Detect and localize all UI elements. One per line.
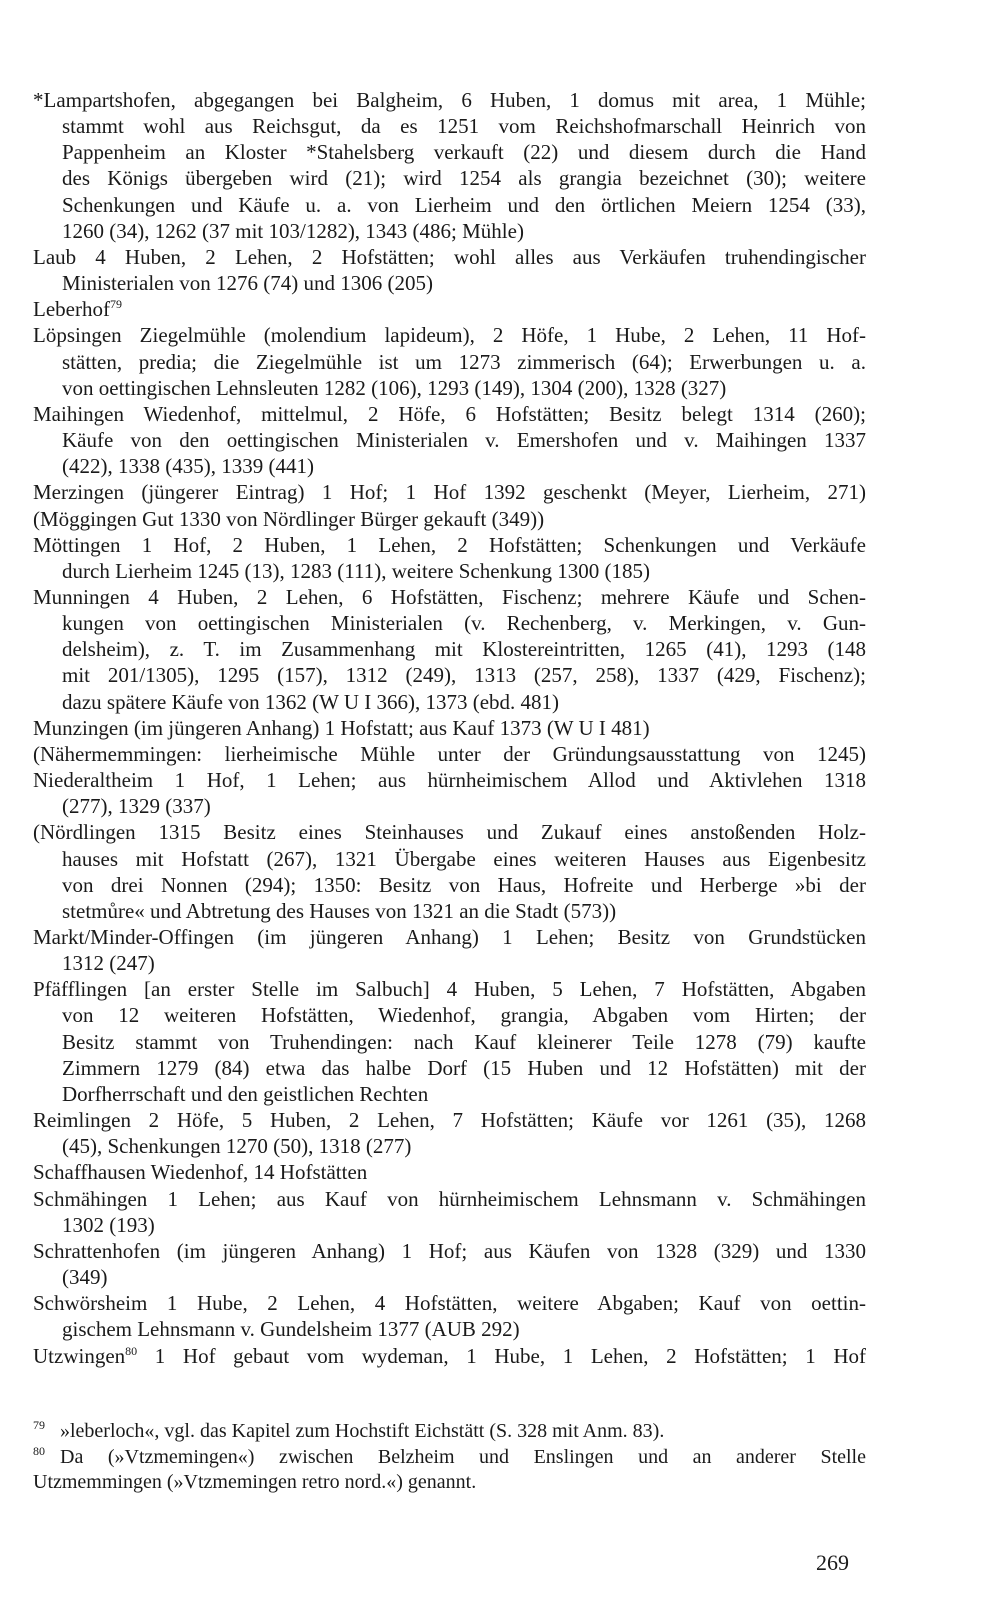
footnote-80 bbox=[33, 1445, 866, 1496]
entry-munzingen bbox=[33, 715, 866, 741]
entry-continuation-line: von oettingischen Lehnsleuten 1282 (106), 1293 (149), 1304 (200), 1328 (327) bbox=[62, 375, 727, 400]
entry-laub bbox=[33, 244, 866, 296]
entry-continuation-line: durch Lierheim 1245 (13), 1283 (111), weitere Schenkung 1300 (185) bbox=[62, 558, 651, 583]
entry-first-line: Schrattenhofen (im jüngeren Anhang) 1 Hof; aus Käufen von 1328 (329) und 1330 bbox=[33, 1238, 866, 1263]
entry-schrattenhofen bbox=[33, 1238, 866, 1290]
footnote-reference: 80 bbox=[125, 1343, 138, 1358]
entry-continuation-line: (349) bbox=[62, 1265, 108, 1290]
footnote-line: 79 »leberloch«, vgl. das Kapitel zum Hochstift Eichstätt (S. 328 mit Anm. 83). bbox=[33, 1418, 665, 1442]
entry-markt-minder-offingen bbox=[33, 924, 866, 976]
entry-continuation-line: Dorfherrschaft und den geistlichen Rechten bbox=[62, 1081, 429, 1106]
entry-continuation-line: Pappenheim an Kloster *Stahelsberg verkauft (22) und diesem durch die Hand bbox=[62, 140, 866, 165]
entry-naehermemmingen bbox=[33, 741, 866, 767]
entry-first-line: Schaffhausen Wiedenhof, 14 Hofstätten bbox=[33, 1160, 368, 1185]
entry-first-line: Maihingen Wiedenhof, mittelmul, 2 Höfe, 6 Hofstätten; Besitz belegt 1314 (260); bbox=[33, 401, 866, 426]
entry-reimlingen bbox=[33, 1107, 866, 1159]
entry-continuation-line: hauses mit Hofstatt (267), 1321 Übergabe eines weiteren Hauses aus Eigenbesitz bbox=[62, 846, 866, 871]
entry-first-line: Möttingen 1 Hof, 2 Huben, 1 Lehen, 2 Hofstätten; Schenkungen und Verkäufe bbox=[33, 532, 866, 557]
footnote-reference: 79 bbox=[109, 297, 122, 312]
entry-moettingen bbox=[33, 532, 866, 584]
entry-continuation-line: von drei Nonnen (294); 1350: Besitz von Haus, Hofreite und Herberge »bi der bbox=[62, 872, 866, 897]
entry-continuation-line: kungen von oettingischen Ministerialen (v. Rechenberg, v. Merkingen, v. Gun- bbox=[62, 611, 866, 636]
footnote-line: Utzmemmingen (»Vtzmemingen retro nord.«) genannt. bbox=[33, 1471, 477, 1493]
entry-continuation-line: stätten, predia; die Ziegelmühle ist um 1273 zimmerisch (64); Erwerbungen u. a. bbox=[62, 349, 866, 374]
page-number: 269 bbox=[816, 1550, 849, 1575]
entry-first-line bbox=[33, 1343, 866, 1369]
entry-first-line: Löpsingen Ziegelmühle (molendium lapideum), 2 Höfe, 1 Hube, 2 Lehen, 11 Hof- bbox=[33, 323, 866, 348]
entry-first-line: (Nördlingen 1315 Besitz eines Steinhauses und Zukauf eines anstoßenden Holz- bbox=[33, 820, 866, 845]
entry-continuation-line: Schenkungen und Käufe u. a. von Lierheim und den örtlichen Meiern 1254 (33), bbox=[62, 192, 866, 217]
footnotes bbox=[33, 1419, 866, 1496]
entry-continuation-line: dazu spätere Käufe von 1362 (W U I 366), 1373 (ebd. 481) bbox=[62, 689, 560, 714]
entry-first-line: Merzingen (jüngerer Eintrag) 1 Hof; 1 Hof 1392 geschenkt (Meyer, Lierheim, 271) bbox=[33, 480, 866, 505]
entry-text: 1 Hof gebaut vom wydeman, 1 Hube, 1 Lehen, 2 Hofstätten; 1 Hof bbox=[154, 1343, 866, 1368]
footnote-line: 80 Da (»Vtzmemingen«) zwischen Belzheim und Enslingen und an anderer Stelle bbox=[33, 1443, 866, 1468]
footnote-text: »leberloch«, vgl. das Kapitel zum Hochstift Eichstätt (S. 328 mit Anm. 83). bbox=[60, 1420, 665, 1442]
entry-first-line: *Lampartshofen, abgegangen bei Balgheim, 6 Huben, 1 domus mit area, 1 Mühle; bbox=[33, 88, 866, 112]
entry-continuation-line: stammt wohl aus Reichsgut, da es 1251 vom Reichshofmarschall Heinrich von bbox=[62, 114, 866, 139]
entry-continuation-line: (422), 1338 (435), 1339 (441) bbox=[62, 454, 314, 479]
footnote-79 bbox=[33, 1419, 866, 1445]
entry-continuation-line: von 12 weiteren Hofstätten, Wiedenhof, grangia, Abgaben vom Hirten; der bbox=[62, 1003, 866, 1028]
entry-continuation-line: delsheim), z. T. im Zusammenhang mit Klostereintritten, 1265 (41), 1293 (148 bbox=[62, 637, 866, 662]
entry-leberhof bbox=[33, 296, 866, 322]
entry-loepsingen bbox=[33, 322, 866, 400]
entry-munningen bbox=[33, 584, 866, 715]
entry-first-line: Munningen 4 Huben, 2 Lehen, 6 Hofstätten, Fischenz; mehrere Käufe und Schen- bbox=[33, 584, 866, 609]
main-text bbox=[33, 87, 866, 1369]
entry-continuation-line: 1302 (193) bbox=[62, 1212, 155, 1237]
entry-continuation-line: des Königs übergeben wird (21); wird 1254 als grangia bezeichnet (30); weitere bbox=[62, 166, 866, 191]
entry-noerdlingen bbox=[33, 819, 866, 924]
entry-first-line: Reimlingen 2 Höfe, 5 Huben, 2 Lehen, 7 Hofstätten; Käufe vor 1261 (35), 1268 bbox=[33, 1108, 866, 1133]
entry-first-line: Pfäfflingen [an erster Stelle im Salbuch] 4 Huben, 5 Lehen, 7 Hofstätten, Abgaben bbox=[33, 977, 866, 1002]
entry-schaffhausen bbox=[33, 1159, 866, 1185]
entry-continuation-line: Zimmern 1279 (84) etwa das halbe Dorf (15 Huben und 12 Hofstätten) mit der bbox=[62, 1055, 866, 1080]
entry-headword: Utzwingen bbox=[33, 1343, 126, 1368]
entry-first-line: Schwörsheim 1 Hube, 2 Lehen, 4 Hofstätten, weitere Abgaben; Kauf von oettin- bbox=[33, 1291, 866, 1316]
entry-first-line: Schmähingen 1 Lehen; aus Kauf von hürnheimischem Lehnsmann v. Schmähingen bbox=[33, 1186, 866, 1211]
entry-continuation-line: 1312 (247) bbox=[62, 951, 155, 976]
entry-continuation-line: (277), 1329 (337) bbox=[62, 794, 211, 819]
entry-pfaefflingen bbox=[33, 976, 866, 1107]
entry-first-line: (Möggingen Gut 1330 von Nördlinger Bürger gekauft (349)) bbox=[33, 506, 545, 531]
entry-moeggingen bbox=[33, 506, 866, 532]
entry-continuation-line: Ministerialen von 1276 (74) und 1306 (205) bbox=[62, 271, 433, 296]
entry-schmaehingen bbox=[33, 1186, 866, 1238]
entry-continuation-line: Besitz stammt von Truhendingen: nach Kauf kleinerer Teile 1278 (79) kaufte bbox=[62, 1029, 866, 1054]
entry-first-line: Laub 4 Huben, 2 Lehen, 2 Hofstätten; wohl alles aus Verkäufen truhendingischer bbox=[33, 244, 866, 269]
entry-merzingen bbox=[33, 479, 866, 505]
entry-continuation-line: stetmůre« und Abtretung des Hauses von 1321 an die Stadt (573)) bbox=[62, 898, 617, 923]
entry-continuation-line: gischem Lehnsmann v. Gundelsheim 1377 (AUB 292) bbox=[62, 1317, 520, 1342]
entry-continuation-line: 1260 (34), 1262 (37 mit 103/1282), 1343 (486; Mühle) bbox=[62, 218, 524, 243]
entry-continuation-line: mit 201/1305), 1295 (157), 1312 (249), 1313 (257, 258), 1337 (429, Fischenz); bbox=[62, 663, 866, 688]
entry-first-line bbox=[33, 296, 866, 322]
entry-schwoersheim bbox=[33, 1290, 866, 1342]
entry-first-line: Munzingen (im jüngeren Anhang) 1 Hofstatt; aus Kauf 1373 (W U I 481) bbox=[33, 715, 650, 740]
entry-niederaltheim bbox=[33, 767, 866, 819]
entry-first-line: (Nähermemmingen: lierheimische Mühle unter der Gründungsausstattung von 1245) bbox=[33, 741, 866, 766]
entry-first-line: Markt/Minder-Offingen (im jüngeren Anhang) 1 Lehen; Besitz von Grundstücken bbox=[33, 925, 866, 949]
entry-utzwingen bbox=[33, 1343, 866, 1369]
entry-headword: Leberhof bbox=[33, 297, 110, 322]
entry-maihingen bbox=[33, 401, 866, 479]
footnote-text: Da (»Vtzmemingen«) zwischen Belzheim und Enslingen und an anderer Stelle bbox=[60, 1445, 866, 1468]
entry-continuation-line: (45), Schenkungen 1270 (50), 1318 (277) bbox=[62, 1134, 412, 1159]
entry-lampartshofen bbox=[33, 87, 866, 244]
entry-continuation-line: Käufe von den oettingischen Ministerialen v. Emershofen und v. Maihingen 1337 bbox=[62, 428, 866, 453]
entry-first-line: Niederaltheim 1 Hof, 1 Lehen; aus hürnheimischem Allod und Aktivlehen 1318 bbox=[33, 768, 866, 793]
